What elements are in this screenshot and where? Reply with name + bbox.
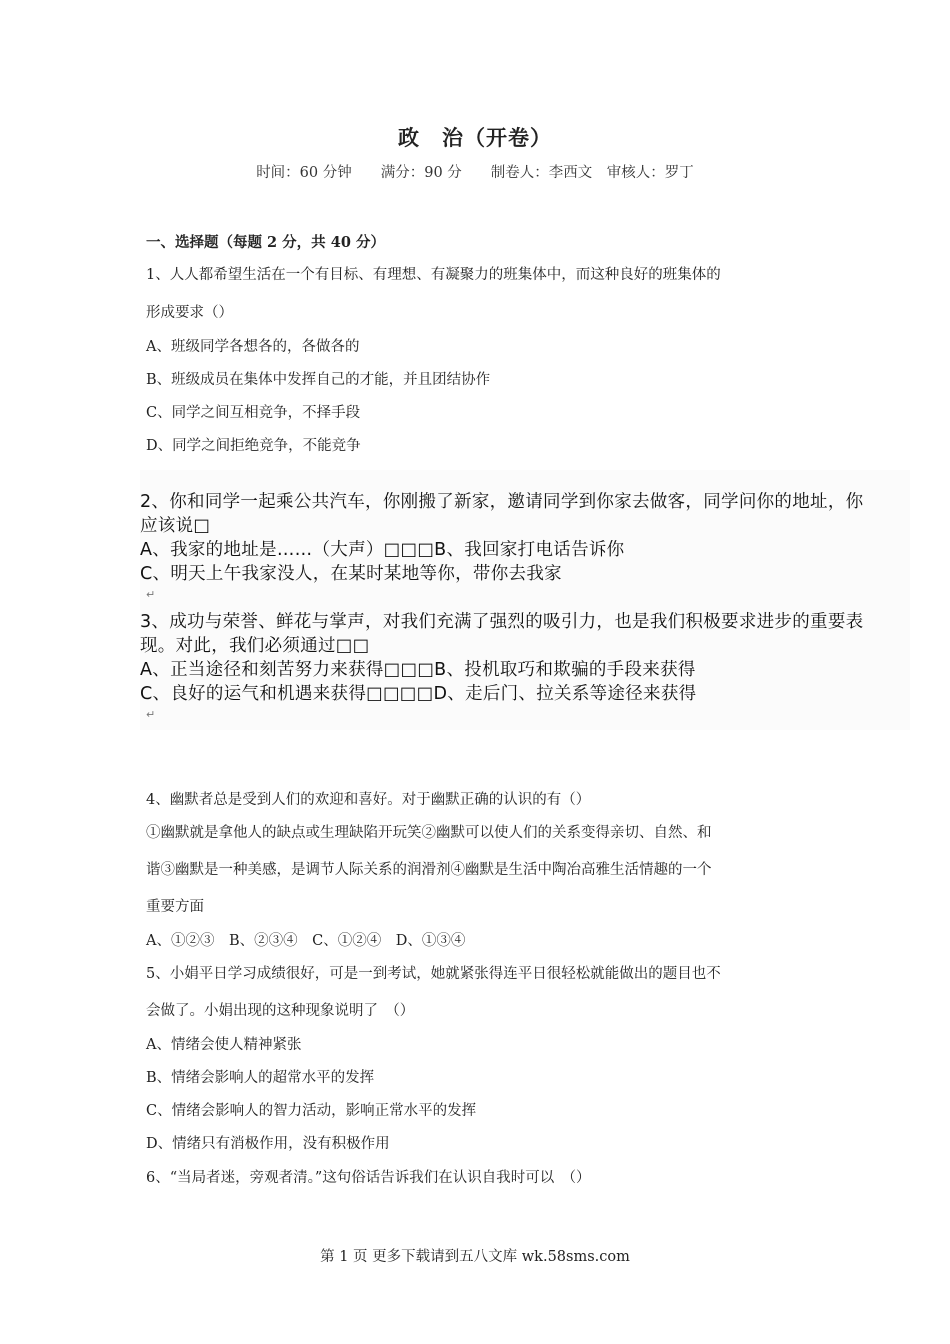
q5-stem-line1: 5、小娟平日学习成绩很好，可是一到考试，她就紧张得连平日很轻松就能做出的题目也不 bbox=[146, 966, 721, 982]
q1-stem-line2: 形成要求（） bbox=[146, 305, 233, 321]
exam-meta: 时间：60 分钟 满分：90 分 制卷人：李西文 审核人：罗丁 bbox=[256, 165, 694, 181]
q1-option-a: A、班级同学各想各的，各做各的 bbox=[146, 339, 360, 355]
q5-option-b: B、情绪会影响人的超常水平的发挥 bbox=[146, 1070, 375, 1086]
q4-stem: 4、幽默者总是受到人们的欢迎和喜好。对于幽默正确的认识的有（） bbox=[146, 792, 591, 808]
q3-stem-line2: 现。对此，我们必须通过□□ bbox=[140, 636, 370, 656]
q5-option-a: A、情绪会使人精神紧张 bbox=[146, 1037, 302, 1053]
q4-statements-line1: ①幽默就是拿他人的缺点或生理缺陷开玩笑②幽默可以使人们的关系变得亲切、自然、和 bbox=[146, 825, 712, 841]
q3-options-cd: C、良好的运气和机遇来获得□□□□D、走后门、拉关系等途径来获得 bbox=[140, 684, 697, 704]
q2-option-c: C、明天上午我家没人，在某时某地等你，带你去我家 bbox=[140, 564, 562, 584]
q5-option-c: C、情绪会影响人的智力活动，影响正常水平的发挥 bbox=[146, 1103, 477, 1119]
scanned-questions-image bbox=[140, 470, 910, 730]
q4-statements-line3: 重要方面 bbox=[146, 899, 204, 915]
q3-stem-line1: 3、成功与荣誉、鲜花与掌声，对我们充满了强烈的吸引力，也是我们积极要求进步的重要表 bbox=[140, 612, 864, 632]
q1-option-d: D、同学之间拒绝竞争，不能竞争 bbox=[146, 438, 361, 454]
page-title: 政 治（开卷） bbox=[398, 125, 552, 150]
section-heading: 一、选择题（每题 2 分，共 40 分） bbox=[146, 234, 385, 251]
q4-statements-line2: 谐③幽默是一种美感，是调节人际关系的润滑剂④幽默是生活中陶冶高雅生活情趣的一个 bbox=[146, 862, 712, 878]
return-mark: ↵ bbox=[146, 588, 156, 601]
page-footer: 第 1 页 更多下载请到五八文库 wk.58sms.com bbox=[320, 1249, 630, 1265]
q1-option-b: B、班级成员在集体中发挥自己的才能，并且团结协作 bbox=[146, 372, 491, 388]
q6-stem: 6、“当局者迷，旁观者清。”这句俗话告诉我们在认识自我时可以 （） bbox=[146, 1170, 591, 1186]
q2-options-ab: A、我家的地址是……（大声）□□□B、我回家打电话告诉你 bbox=[140, 540, 625, 560]
q1-stem-line1: 1、人人都希望生活在一个有目标、有理想、有凝聚力的班集体中，而这种良好的班集体的 bbox=[146, 267, 721, 283]
q1-option-c: C、同学之间互相竞争，不择手段 bbox=[146, 405, 361, 421]
q4-answers: A、①②③ B、②③④ C、①②④ D、①③④ bbox=[146, 933, 466, 949]
q5-option-d: D、情绪只有消极作用，没有积极作用 bbox=[146, 1136, 390, 1152]
return-mark: ↵ bbox=[146, 708, 156, 721]
q2-stem-line2: 应该说□ bbox=[140, 516, 211, 536]
q2-stem-line1: 2、你和同学一起乘公共汽车，你刚搬了新家，邀请同学到你家去做客，同学问你的地址，你 bbox=[140, 492, 864, 512]
q5-stem-line2: 会做了。小娟出现的这种现象说明了 （） bbox=[146, 1003, 415, 1019]
q3-options-ab: A、正当途径和刻苦努力来获得□□□B、投机取巧和欺骗的手段来获得 bbox=[140, 660, 696, 680]
